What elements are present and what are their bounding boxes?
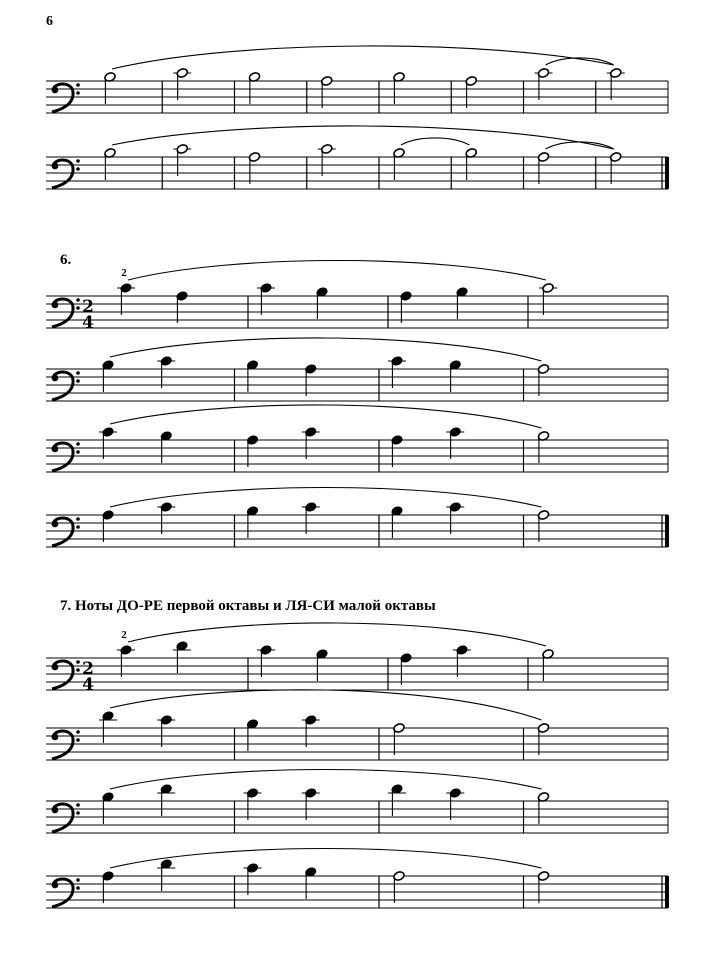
slur (401, 138, 469, 145)
quarter-note (302, 715, 320, 747)
half-note (610, 152, 622, 184)
half-note (537, 510, 549, 542)
quarter-note (391, 435, 403, 467)
bass-clef-icon (52, 298, 80, 327)
time-signature-denominator: 4 (82, 675, 94, 695)
half-note (537, 792, 549, 824)
staff-system (46, 690, 668, 760)
quarter-note (446, 502, 464, 534)
staff-system (46, 623, 668, 695)
quarter-note (449, 360, 461, 392)
slur (112, 46, 614, 69)
exercise-7-heading: 7. Ноты ДО-РЕ первой октавы и ЛЯ-СИ малой октавы (60, 598, 436, 614)
bass-clef-icon (52, 83, 80, 112)
quarter-note (257, 283, 275, 315)
half-note (393, 148, 405, 180)
quarter-note (388, 784, 406, 816)
quarter-note (160, 431, 172, 463)
quarter-note (244, 863, 262, 895)
quarter-note (446, 427, 464, 459)
bass-clef-icon (52, 803, 80, 832)
time-signature-denominator: 4 (82, 313, 94, 333)
quarter-note (391, 506, 403, 538)
staff-system (46, 338, 668, 401)
final-barline-thick (665, 515, 669, 547)
quarter-note (257, 645, 275, 677)
quarter-note (157, 356, 175, 388)
slur (546, 142, 614, 149)
quarter-note (157, 859, 175, 891)
bass-clef-icon (52, 517, 80, 546)
quarter-note (99, 711, 117, 743)
half-note (542, 649, 554, 681)
quarter-note (157, 784, 175, 816)
bass-clef-icon (52, 878, 80, 907)
quarter-note (173, 641, 191, 673)
quarter-note (102, 510, 114, 542)
quarter-note (316, 287, 328, 319)
half-note (248, 152, 260, 184)
staff-system (46, 46, 668, 113)
bass-clef-icon (52, 371, 80, 400)
quarter-note (99, 427, 117, 459)
half-note (539, 283, 557, 315)
slur (110, 338, 542, 361)
quarter-note (302, 427, 320, 459)
quarter-note (157, 715, 175, 747)
half-note (318, 144, 336, 176)
bass-clef-icon (52, 159, 80, 188)
quarter-note (102, 792, 114, 824)
half-note (248, 72, 260, 104)
quarter-note (316, 649, 328, 681)
quarter-note (246, 360, 258, 392)
quarter-note (246, 435, 258, 467)
quarter-note (246, 719, 258, 751)
half-note (393, 723, 405, 755)
exercise-6-heading: 6. (60, 252, 72, 268)
slur (128, 623, 546, 646)
half-note (173, 68, 191, 100)
staff-system (46, 126, 669, 189)
half-note (535, 68, 553, 100)
quarter-note (305, 867, 317, 899)
slur (110, 405, 542, 428)
staff-system (46, 488, 669, 548)
fingering-number: 2 (121, 267, 127, 279)
half-note (393, 871, 405, 903)
time-signature-numerator: 2 (82, 659, 94, 679)
quarter-note (302, 788, 320, 820)
bass-clef-icon (52, 660, 80, 689)
half-note (465, 148, 477, 180)
slur (112, 126, 614, 149)
staff-system (46, 405, 668, 472)
slur (128, 261, 546, 281)
half-note (104, 148, 116, 180)
quarter-note (246, 506, 258, 538)
half-note (607, 68, 625, 100)
half-note (104, 72, 116, 104)
bass-clef-icon (52, 442, 80, 471)
quarter-note (102, 871, 114, 903)
final-barline-thick (665, 157, 669, 189)
bass-clef-icon (52, 730, 80, 759)
slur (110, 690, 542, 720)
half-note (321, 76, 333, 108)
quarter-note (244, 788, 262, 820)
final-barline-thick (665, 876, 669, 908)
half-note (173, 144, 191, 176)
quarter-note (157, 502, 175, 534)
half-note (537, 871, 549, 903)
slur (110, 849, 542, 869)
half-note (465, 76, 477, 108)
quarter-note (388, 356, 406, 388)
quarter-note (453, 645, 471, 677)
quarter-note (400, 291, 412, 323)
quarter-note (117, 645, 135, 677)
quarter-note (446, 788, 464, 820)
quarter-note (302, 502, 320, 534)
half-note (537, 152, 549, 184)
half-note (537, 431, 549, 463)
half-note (537, 364, 549, 396)
quarter-note (400, 653, 412, 685)
quarter-note (176, 291, 188, 323)
half-note (393, 72, 405, 104)
page-number: 6 (46, 14, 53, 29)
quarter-note (305, 364, 317, 396)
time-signature-numerator: 2 (82, 297, 94, 317)
fingering-number: 2 (121, 629, 127, 641)
staff-system (46, 770, 668, 834)
staff-system (46, 849, 669, 909)
half-note (537, 723, 549, 755)
slur (110, 488, 542, 508)
quarter-note (456, 287, 468, 319)
quarter-note (117, 283, 135, 315)
quarter-note (102, 360, 114, 392)
staff-system (46, 261, 668, 334)
slur (110, 770, 542, 790)
